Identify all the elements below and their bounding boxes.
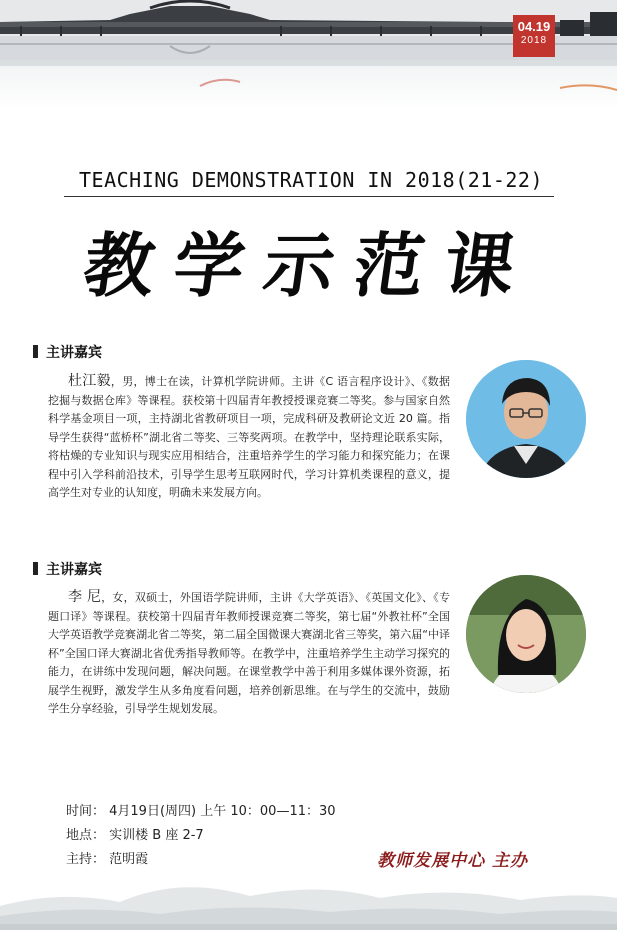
speaker-photo [466, 575, 586, 693]
speaker-heading [33, 559, 102, 579]
header-banner [0, 0, 617, 110]
chinese-title: 教学示范课 [78, 224, 541, 307]
date-badge [513, 15, 555, 57]
date-year: 2018 [520, 35, 548, 46]
speaker-bio-text: ，男，博士在读，计算机学院讲师。主讲《C 语言程序设计》、《数据挖掘与数据仓库》等课程。获校第十四届青年教授授课竞赛二等奖。参与国家自然科学基金项目一项，主持湖北省教研项目一项，完成科研及教研论文近 20 篇。指导学生获得“蓝桥杯”湖北省二等奖、三等奖两项。在教学中，坚持理论联系实际，将枯燥的专业知识与现实应用相结合，注重培养学生的学习能力和探究能力；在课程中引入学科前沿技术，引导学生思考互联网时代，学习计算机类课程的意义，提高学生对专业的认知度，明确未来发展方向。 [48, 375, 451, 499]
mountain-ink-decoration [0, 846, 617, 930]
event-host: 主持： 范明霞 [66, 852, 149, 867]
speaker-bio-text: ，女，双硕士，外国语学院讲师，主讲《大学英语》、《英国文化》、《专题口译》等课程。获校第十四届青年教师授课竞赛二等奖，第七届“外教社杯”全国大学英语教学竞赛湖北省二等奖，第二届全国微课大赛湖北省三等奖，第六届“中译杯”全国口译大赛湖北省优秀指导教师等。在教学中，注重培养学生主动学习探究的能力，在讲练中发现问题，解决问题。在课堂教学中善于利用多媒体课外资源，拓展学生视野，激发学生从多角度看问题，培养创新思维。在与学生的交流中，鼓励学生分享经验，引导学生规划发展。 [48, 591, 450, 715]
date-month-day: 04.19 [517, 19, 551, 34]
speaker-bio [48, 588, 450, 719]
speaker-name: 李 尼 [68, 589, 102, 605]
speaker-heading-text: 主讲嘉宾 [46, 345, 102, 361]
event-location: 地点： 实训楼 B 座 2-7 [66, 828, 204, 843]
portrait-icon [466, 360, 586, 478]
event-time: 时间： 4月19日(周四) 上午 10：00—11：30 [66, 804, 336, 819]
english-title: TEACHING DEMONSTRATION IN 2018(21-22) [78, 168, 544, 192]
organizer: 教师发展中心 主办 [375, 851, 532, 871]
heading-marker [33, 562, 38, 575]
speaker-name: 杜江毅 [68, 373, 111, 389]
speaker-bio [48, 372, 450, 503]
portrait-icon [466, 575, 586, 693]
speaker-photo [466, 360, 586, 478]
heading-marker [33, 345, 38, 358]
title-divider [64, 196, 554, 197]
speaker-heading-text: 主讲嘉宾 [46, 562, 102, 578]
speaker-heading [33, 342, 102, 362]
